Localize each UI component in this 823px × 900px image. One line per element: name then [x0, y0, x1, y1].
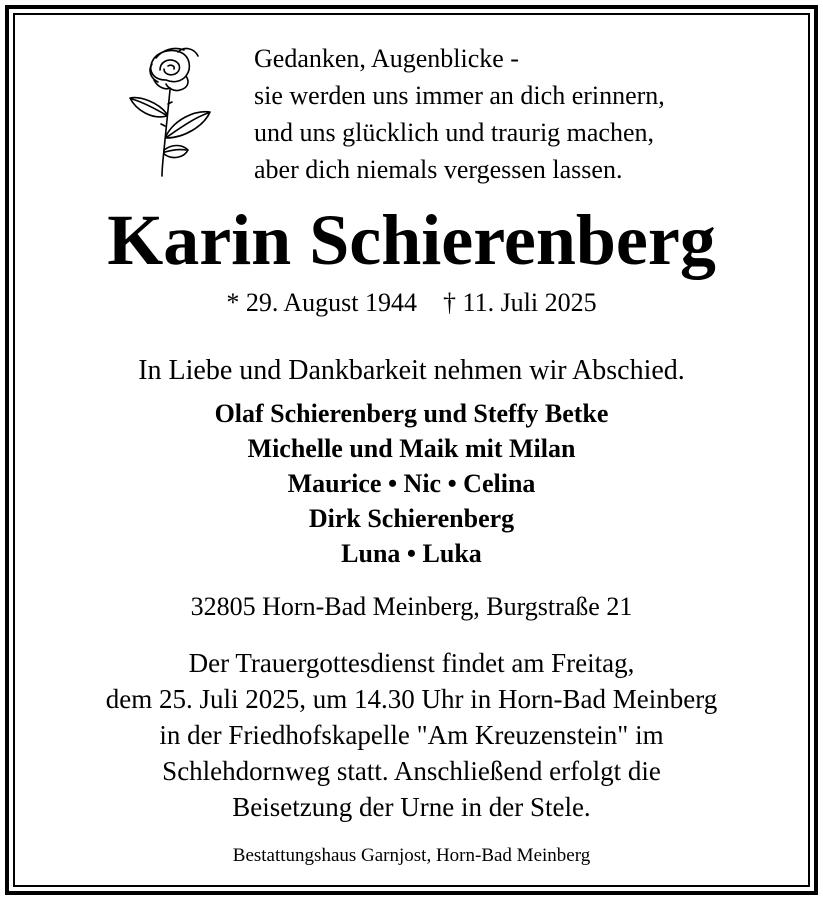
undertaker: Bestattungshaus Garnjost, Horn-Bad Meinberg	[232, 845, 591, 866]
family-list	[0, 396, 823, 571]
poem-line: aber dich niemals vergessen lassen.	[254, 155, 623, 184]
birth-date: * 29. August 1944	[226, 288, 418, 317]
family-line: Dirk Schierenberg	[308, 504, 515, 533]
life-dates	[0, 286, 823, 320]
farewell-text: In Liebe und Dankbarkeit nehmen wir Abschied.	[138, 355, 685, 386]
family-line: Luna • Luka	[341, 539, 482, 568]
service-line: in der Friedhofskapelle "Am Kreuzenstein" im	[159, 720, 664, 750]
family-line: Olaf Schierenberg und Steffy Betke	[214, 399, 609, 428]
service-line: Beisetzung der Urne in der Stele.	[232, 792, 591, 822]
family-line: Maurice • Nic • Celina	[287, 469, 536, 498]
service-line: Der Trauergottesdienst findet am Freitag,	[188, 648, 635, 678]
rose-icon	[118, 40, 218, 180]
poem-line: Gedanken, Augenblicke -	[254, 44, 519, 73]
death-date: † 11. Juli 2025	[443, 288, 597, 317]
service-info	[0, 645, 823, 825]
service-line: dem 25. Juli 2025, um 14.30 Uhr in Horn-Bad Meinberg	[105, 684, 718, 714]
service-line: Schlehdornweg statt. Anschließend erfolgt die	[162, 756, 661, 786]
family-line: Michelle und Maik mit Milan	[247, 434, 576, 463]
deceased-name: Karin Schierenberg	[107, 200, 716, 280]
poem	[254, 40, 774, 188]
poem-line: sie werden uns immer an dich erinnern,	[254, 81, 665, 110]
address: 32805 Horn-Bad Meinberg, Burgstraße 21	[190, 592, 633, 621]
poem-line: und uns glücklich und traurig machen,	[254, 118, 655, 147]
